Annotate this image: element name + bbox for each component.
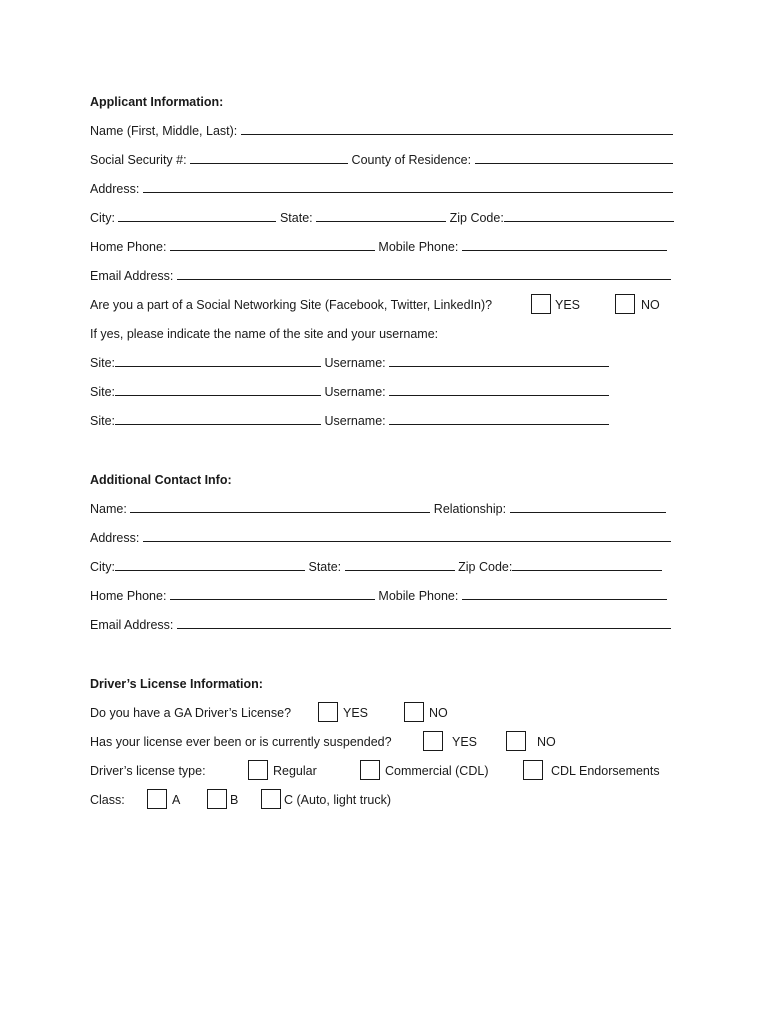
social-no-label: NO bbox=[641, 298, 660, 312]
city-label: City: bbox=[90, 211, 115, 225]
class-a-label: A bbox=[172, 793, 181, 807]
site-row-3 bbox=[90, 413, 609, 429]
county-field[interactable] bbox=[475, 152, 673, 164]
ga-license-no-label: NO bbox=[429, 706, 448, 720]
city-field[interactable] bbox=[118, 210, 276, 222]
applicant-city-row bbox=[90, 210, 674, 226]
class-b-label: B bbox=[230, 793, 239, 807]
additional-email-label: Email Address: bbox=[90, 618, 174, 632]
ga-license-question: Do you have a GA Driver’s License? bbox=[90, 706, 292, 720]
additional-home-phone-field[interactable] bbox=[170, 588, 375, 600]
social-question: Are you a part of a Social Networking Site (Facebook, Twitter, LinkedIn)? bbox=[90, 298, 493, 312]
additional-state-field[interactable] bbox=[345, 559, 455, 571]
additional-state-label: State: bbox=[308, 560, 342, 574]
additional-zip-label: Zip Code: bbox=[458, 560, 513, 574]
site-row-2 bbox=[90, 384, 609, 400]
suspended-no-label: NO bbox=[537, 735, 556, 749]
applicant-ssn-row bbox=[90, 152, 673, 168]
site-label: Site: bbox=[90, 414, 116, 428]
username-label: Username: bbox=[324, 385, 386, 399]
type-regular-label: Regular bbox=[273, 764, 317, 778]
username-field-3[interactable] bbox=[389, 413, 609, 425]
type-commercial-checkbox[interactable] bbox=[360, 760, 380, 780]
additional-address-field[interactable] bbox=[143, 530, 671, 542]
applicant-email-row bbox=[90, 268, 671, 284]
relationship-label: Relationship: bbox=[433, 502, 507, 516]
suspended-no-checkbox[interactable] bbox=[506, 731, 526, 751]
site-row-1 bbox=[90, 355, 609, 371]
additional-address-label: Address: bbox=[90, 531, 140, 545]
name-label: Name (First, Middle, Last): bbox=[90, 124, 238, 138]
username-field-1[interactable] bbox=[389, 355, 609, 367]
home-phone-field[interactable] bbox=[170, 239, 375, 251]
additional-address-row bbox=[90, 530, 671, 546]
relationship-field[interactable] bbox=[510, 501, 666, 513]
class-label: Class: bbox=[90, 793, 125, 807]
username-label: Username: bbox=[324, 414, 386, 428]
social-yes-label: YES bbox=[555, 298, 581, 312]
applicant-address-row bbox=[90, 181, 673, 197]
type-endorsements-checkbox[interactable] bbox=[523, 760, 543, 780]
applicant-name-row bbox=[90, 123, 673, 139]
class-c-checkbox[interactable] bbox=[261, 789, 281, 809]
social-instruction: If yes, please indicate the name of the site and your username: bbox=[90, 327, 439, 341]
address-label: Address: bbox=[90, 182, 140, 196]
name-field[interactable] bbox=[241, 123, 673, 135]
social-no-checkbox[interactable] bbox=[615, 294, 635, 314]
social-yes-checkbox[interactable] bbox=[531, 294, 551, 314]
additional-email-row bbox=[90, 617, 671, 633]
additional-name-label: Name: bbox=[90, 502, 127, 516]
license-type-label: Driver’s license type: bbox=[90, 764, 206, 778]
site-field-3[interactable] bbox=[115, 413, 321, 425]
additional-city-field[interactable] bbox=[115, 559, 305, 571]
zip-label: Zip Code: bbox=[449, 211, 504, 225]
additional-zip-field[interactable] bbox=[512, 559, 662, 571]
site-field-1[interactable] bbox=[115, 355, 321, 367]
type-regular-checkbox[interactable] bbox=[248, 760, 268, 780]
ssn-field[interactable] bbox=[190, 152, 348, 164]
additional-mobile-phone-field[interactable] bbox=[462, 588, 667, 600]
state-field[interactable] bbox=[316, 210, 446, 222]
username-field-2[interactable] bbox=[389, 384, 609, 396]
additional-home-phone-label: Home Phone: bbox=[90, 589, 167, 603]
mobile-phone-label: Mobile Phone: bbox=[378, 240, 459, 254]
username-label: Username: bbox=[324, 356, 386, 370]
applicant-phone-row bbox=[90, 239, 667, 255]
additional-city-row bbox=[90, 559, 662, 575]
additional-mobile-phone-label: Mobile Phone: bbox=[378, 589, 459, 603]
site-field-2[interactable] bbox=[115, 384, 321, 396]
home-phone-label: Home Phone: bbox=[90, 240, 167, 254]
additional-phone-row bbox=[90, 588, 667, 604]
email-label: Email Address: bbox=[90, 269, 174, 283]
ga-license-yes-label: YES bbox=[343, 706, 369, 720]
zip-field[interactable] bbox=[504, 210, 674, 222]
ssn-label: Social Security #: bbox=[90, 153, 187, 167]
county-label: County of Residence: bbox=[351, 153, 472, 167]
license-heading: Driver’s License Information: bbox=[90, 677, 263, 691]
type-endorsements-label: CDL Endorsements bbox=[551, 764, 660, 778]
class-b-checkbox[interactable] bbox=[207, 789, 227, 809]
type-commercial-label: Commercial (CDL) bbox=[385, 764, 489, 778]
site-label: Site: bbox=[90, 356, 116, 370]
mobile-phone-field[interactable] bbox=[462, 239, 667, 251]
class-a-checkbox[interactable] bbox=[147, 789, 167, 809]
suspended-yes-label: YES bbox=[452, 735, 478, 749]
suspended-question: Has your license ever been or is currently suspended? bbox=[90, 735, 392, 749]
additional-heading: Additional Contact Info: bbox=[90, 473, 232, 487]
address-field[interactable] bbox=[143, 181, 673, 193]
email-field[interactable] bbox=[177, 268, 671, 280]
suspended-yes-checkbox[interactable] bbox=[423, 731, 443, 751]
state-label: State: bbox=[279, 211, 313, 225]
ga-license-no-checkbox[interactable] bbox=[404, 702, 424, 722]
additional-name-field[interactable] bbox=[130, 501, 430, 513]
additional-city-label: City: bbox=[90, 560, 115, 574]
ga-license-yes-checkbox[interactable] bbox=[318, 702, 338, 722]
additional-name-row bbox=[90, 501, 666, 517]
site-label: Site: bbox=[90, 385, 116, 399]
additional-email-field[interactable] bbox=[177, 617, 671, 629]
class-c-label: C (Auto, light truck) bbox=[284, 793, 391, 807]
applicant-heading: Applicant Information: bbox=[90, 95, 224, 109]
